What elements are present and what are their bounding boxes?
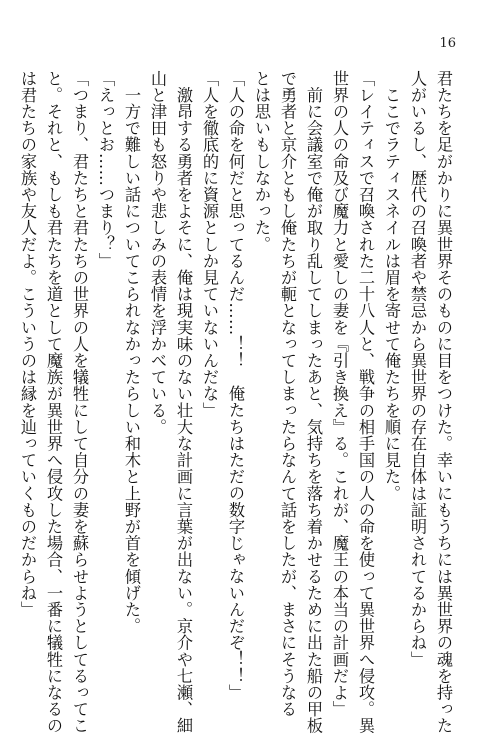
text-line: 山と津田も怒りや悲しみの表情を浮かべている。	[148, 70, 167, 436]
text-line: 激昂する勇者をよそに、俺は現実味のない壮大な計画に言葉が出ない。京介や七瀬、細	[174, 70, 193, 734]
text-line: 「つまり、君たちと君たちの世界の人を犠牲にして自分の妻を蘇らせようとしてるってこ	[70, 70, 89, 734]
vertical-text-body	[18, 70, 456, 734]
text-line: 「レイティスで召喚された二十八人と、戦争の相手国の人の命を使って異世界へ侵攻。異	[356, 70, 375, 734]
text-line: 人がいるし、歴代の召喚者や禁忌から異世界の存在自体は証明されてるからね」	[408, 70, 427, 668]
text-line: 前に会議室で俺が取り乱してしまったあと、気持ちを落ち着かせるために出た船の甲板	[304, 70, 323, 734]
text-line: と。それと、もしも君たちを道として魔族が異世界へ侵攻した場合、一番に犠牲になるの	[44, 70, 63, 734]
text-line: ここでラティスネイルは眉を寄せて俺たちを順に見た。	[382, 70, 401, 502]
text-line: は君たちの家族や友人だよ。こういうのは縁を辿っていくものだからね」	[18, 70, 37, 618]
text-line: 世界の人の命及び魔力と愛しの妻を『引き換え』る。これが、魔王の本当の計画だよ」	[330, 70, 349, 718]
text-line: 「人の命を何だと思ってるんだ……！！ 俺たちはただの数字じゃないんだぞ！！」	[226, 70, 245, 701]
text-line: 「人を徹底的に資源としか見ていないんだな」	[200, 70, 219, 419]
text-line: とは思いもしなかった。	[252, 70, 271, 253]
text-line: 「えっとお……つまり？」	[96, 70, 115, 270]
page-number: 16	[439, 36, 456, 51]
text-line: 君たちを足がかりに異世界そのものに目をつけた。幸いにもうちには異世界の魂を持った	[434, 70, 453, 734]
text-line: で勇者と京介ともし俺たちが軛となってしまったらなんて話をしたが、まさにそうなる	[278, 70, 297, 718]
text-line: 一方で難しい話についてこられなかったらしい和木と上野が首を傾げた。	[122, 70, 141, 635]
